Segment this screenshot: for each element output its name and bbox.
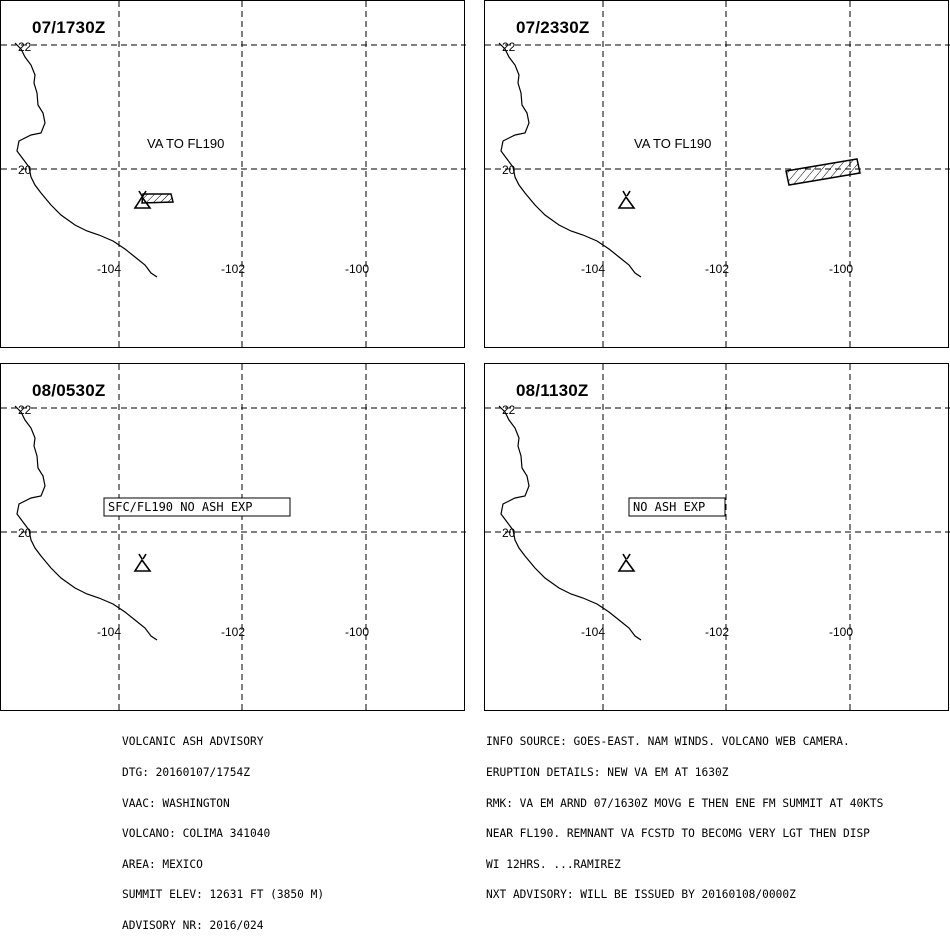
lon-label-100: -100 — [345, 262, 370, 276]
panel-label: SFC/FL190 NO ASH EXP — [108, 500, 253, 514]
lon-label-100: -100 — [829, 262, 854, 276]
advisory-remarks-1: RMK: VA EM ARND 07/1630Z MOVG E THEN ENE FM SUMMIT AT 40KTS — [486, 796, 884, 810]
coastline — [499, 406, 641, 640]
coastline — [15, 43, 157, 277]
lon-label-100: -100 — [829, 625, 854, 639]
volcano-icon — [619, 191, 634, 208]
lat-label-20: 20 — [502, 526, 516, 540]
advisory-info-left — [122, 717, 324, 941]
lon-label-104: -104 — [581, 262, 606, 276]
map-canvas-1 — [1, 1, 466, 349]
advisory-summit-elev: SUMMIT ELEV: 12631 FT (3850 M) — [122, 888, 325, 902]
panel-time: 08/1130Z — [516, 381, 589, 400]
volcano-icon — [135, 554, 150, 571]
advisory-title: VOLCANIC ASH ADVISORY — [122, 735, 264, 749]
advisory-area: AREA: MEXICO — [122, 857, 203, 871]
lat-label-20: 20 — [502, 163, 516, 177]
volcano-icon — [619, 554, 634, 571]
grid-lines — [485, 1, 950, 349]
advisory-remarks-3: WI 12HRS. ...RAMIREZ — [486, 857, 621, 871]
advisory-next: NXT ADVISORY: WILL BE ISSUED BY 20160108/0000Z — [486, 888, 796, 902]
advisory-volcano: VOLCANO: COLIMA 341040 — [122, 827, 271, 841]
advisory-vaac: VAAC: WASHINGTON — [122, 796, 230, 810]
lon-label-102: -102 — [221, 262, 246, 276]
panel-time: 08/0530Z — [32, 381, 106, 400]
panel-label: VA TO FL190 — [147, 136, 225, 151]
advisory-info-right — [486, 717, 883, 911]
lat-label-20: 20 — [18, 163, 32, 177]
lon-label-102: -102 — [221, 625, 246, 639]
map-canvas-3 — [1, 364, 466, 712]
lat-label-22: 22 — [502, 403, 516, 417]
map-canvas-4 — [485, 364, 950, 712]
map-panel-1 — [0, 0, 465, 348]
lat-label-22: 22 — [502, 40, 516, 54]
ash-cloud — [786, 159, 860, 185]
map-panel-2 — [484, 0, 949, 348]
lon-label-104: -104 — [581, 625, 606, 639]
panel-label: VA TO FL190 — [634, 136, 712, 151]
lon-label-100: -100 — [345, 625, 370, 639]
map-panel-4 — [484, 363, 949, 711]
grid-lines — [1, 364, 466, 712]
coastline — [499, 43, 641, 277]
map-panel-3 — [0, 363, 465, 711]
grid-lines — [1, 1, 466, 349]
advisory-number: ADVISORY NR: 2016/024 — [122, 918, 264, 932]
lon-label-102: -102 — [705, 625, 730, 639]
advisory-info-source: INFO SOURCE: GOES-EAST. NAM WINDS. VOLCANO WEB CAMERA. — [486, 735, 850, 749]
panel-time: 07/1730Z — [32, 18, 106, 37]
lon-label-104: -104 — [97, 625, 122, 639]
lat-label-22: 22 — [18, 40, 32, 54]
advisory-eruption-details: ERUPTION DETAILS: NEW VA EM AT 1630Z — [486, 766, 729, 779]
coastline — [15, 406, 157, 640]
panel-label: NO ASH EXP — [633, 500, 706, 514]
advisory-remarks-2: NEAR FL190. REMNANT VA FCSTD TO BECOMG VERY LGT THEN DISP — [486, 827, 870, 841]
map-canvas-2 — [485, 1, 950, 349]
ash-cloud — [142, 194, 173, 203]
panel-time: 07/2330Z — [516, 18, 590, 37]
grid-lines — [485, 364, 950, 712]
lat-label-20: 20 — [18, 526, 32, 540]
advisory-dtg: DTG: 20160107/1754Z — [122, 766, 250, 779]
lat-label-22: 22 — [18, 403, 32, 417]
lon-label-102: -102 — [705, 262, 730, 276]
lon-label-104: -104 — [97, 262, 122, 276]
